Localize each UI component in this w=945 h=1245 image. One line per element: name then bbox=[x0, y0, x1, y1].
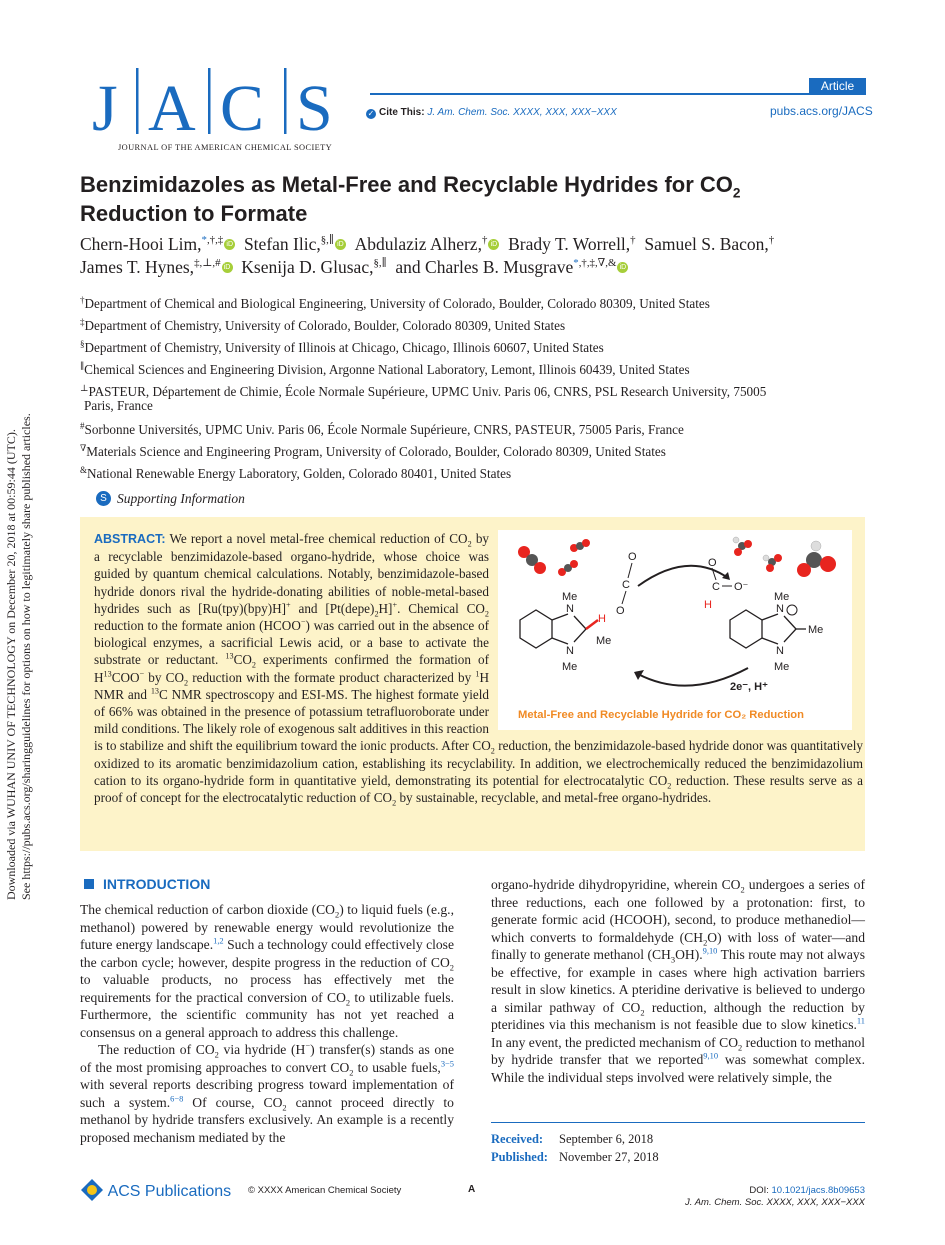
supporting-info-link[interactable]: Supporting Information bbox=[117, 491, 245, 506]
author[interactable]: and Charles B. Musgrave*,†,‡,∇,& iD bbox=[395, 257, 628, 277]
affiliation: §Department of Chemistry, University of Illinois at Chicago, Chicago, Illinois 60607, United States bbox=[80, 339, 604, 355]
orcid-icon[interactable]: iD bbox=[222, 262, 233, 273]
section-bullet-icon bbox=[84, 879, 94, 889]
author[interactable]: Ksenija D. Glusac,§,∥ bbox=[241, 257, 387, 277]
abstract-label: ABSTRACT: bbox=[94, 532, 166, 546]
author[interactable]: Stefan Ilic,§,∥ iD bbox=[244, 234, 346, 254]
download-sidebar bbox=[4, 413, 34, 900]
logo-letter-j: J bbox=[92, 72, 118, 145]
svg-text:Me: Me bbox=[562, 591, 578, 603]
doi-link[interactable]: 10.1021/jacs.8b09653 bbox=[771, 1185, 865, 1196]
svg-text:Me: Me bbox=[596, 635, 612, 647]
svg-text:O: O bbox=[628, 551, 637, 563]
article-title bbox=[80, 170, 870, 228]
logo-letter-a: A bbox=[148, 72, 196, 145]
svg-text:N: N bbox=[566, 603, 574, 615]
supporting-info-icon: S bbox=[96, 491, 111, 506]
logo-letter-s: S bbox=[296, 72, 333, 145]
svg-text:N: N bbox=[566, 645, 574, 657]
svg-text:Me: Me bbox=[774, 591, 790, 603]
acs-logo-icon bbox=[80, 1178, 104, 1202]
author[interactable]: Samuel S. Bacon,† bbox=[644, 234, 775, 254]
footer-journal-ref: J. Am. Chem. Soc. XXXX, XXX, XXX−XXX bbox=[685, 1197, 865, 1208]
journal-name: JOURNAL OF THE AMERICAN CHEMICAL SOCIETY bbox=[118, 143, 333, 152]
orcid-icon[interactable]: iD bbox=[617, 262, 628, 273]
svg-text:Me: Me bbox=[774, 661, 790, 673]
author[interactable]: Brady T. Worrell,† bbox=[508, 234, 636, 254]
affiliation: ‡Department of Chemistry, University of Colorado, Boulder, Colorado 80309, United States bbox=[80, 317, 566, 333]
affiliation: ∥Chemical Sciences and Engineering Division, Argonne National Laboratory, Lemont, Illinois 60439, United States bbox=[80, 361, 690, 377]
author[interactable]: Abdulaziz Alherz,† iD bbox=[355, 234, 500, 254]
svg-text:Me: Me bbox=[562, 661, 578, 673]
author[interactable]: Chern-Hooi Lim,*,†,‡ iD bbox=[80, 234, 235, 254]
svg-text:O: O bbox=[708, 557, 717, 569]
cite-this[interactable] bbox=[366, 107, 617, 119]
affiliation: ∇Materials Science and Engineering Program, University of Colorado, Boulder, Colorado 80309, United States bbox=[80, 443, 666, 459]
svg-text:N: N bbox=[776, 603, 784, 615]
svg-text:Me: Me bbox=[808, 624, 824, 636]
orcid-icon[interactable]: iD bbox=[488, 239, 499, 250]
sidebar-line1: Downloaded via WUHAN UNIV OF TECHNOLOGY on December 20, 2018 at 00:59:44 (UTC). bbox=[4, 429, 18, 900]
cite-icon: ✓ bbox=[367, 109, 375, 118]
affiliation-continued: Paris, France bbox=[84, 398, 153, 413]
footer-doi: DOI: 10.1021/jacs.8b09653 J. Am. Chem. Soc. XXXX, XXX, XXX−XXX bbox=[685, 1185, 865, 1208]
svg-text:O: O bbox=[616, 605, 625, 617]
cite-reference: J. Am. Chem. Soc. XXXX, XXX, XXX−XXX bbox=[427, 107, 617, 118]
title-line1: Benzimidazoles as Metal-Free and Recyclable Hydrides for CO bbox=[80, 172, 733, 197]
svg-text:O⁻: O⁻ bbox=[734, 581, 749, 593]
abstract-text: ABSTRACT: We report a novel metal-free chemical reduction of $CO_2$ by a recyclable benzimidazole-based organo-hydride, whose choice was guided by quantum chemical calculations. Notably, benzimidazole-based hydride donors rival the hydride-donating abilities of noble-metal-based hydrides such as [Ru(tpy)(bpy)H]+ and $[Pt(depe)_2H]^+$. Chemical $CO_2$ reduction to the formate anion (HCOO−) was carried out in the absence of biological enzymes, a sacrificial Lewis acid, or a base to activate the substrate or reductant. $^{13}CO_2$ experiments confirmed the formation of $H^{13}COO^-$ by $CO_2$ reduction with the formate product characterized by $^1$H NMR and $^{13}$C NMR spectroscopy and ESI-MS. The highest formate yield of 66% was obtained in the presence of potassium tetrafluoroborate under mild conditions. The likely role of exogenous salt additives in this reaction is to stabilize and shift the equilibrium toward the ionic products. After $CO_2$ reduction, the benzimidazole-based hydride donor was quantitatively oxidized to its aromatic benzimidazolium cation, establishing its recyclability. In addition, we electrochemically reduced the benzimidazolium cation to its organo-hydride form in quantitative yield, demonstrating its potential for electrocatalytic $CO_2$ reduction. These results serve as a proof of concept for the electrocatalytic reduction of $CO_2$ by sustainable, recyclable, and metal-free organo-hydrides. bbox=[94, 531, 863, 808]
sidebar-line2: See https://pubs.acs.org/sharingguidelines for options on how to legitimately share published articles. bbox=[19, 413, 33, 900]
article-type-tag: Article bbox=[809, 78, 866, 94]
page-number: A bbox=[468, 1184, 476, 1195]
section-heading-introduction: INTRODUCTION bbox=[84, 876, 210, 892]
jacs-logo bbox=[88, 62, 363, 157]
cite-label: Cite This: bbox=[379, 107, 425, 118]
orcid-icon[interactable]: iD bbox=[224, 239, 235, 250]
svg-text:N: N bbox=[776, 645, 784, 657]
author[interactable]: James T. Hynes,‡,⊥,# iD bbox=[80, 257, 233, 277]
header-rule bbox=[370, 93, 866, 95]
affiliation: †Department of Chemical and Biological Engineering, University of Colorado, Boulder, Colorado 80309, United States bbox=[80, 295, 710, 311]
affiliation: #Sorbonne Universités, UPMC Univ. Paris 06, École Normale Supérieure, CNRS, PASTEUR, 75005 Paris, France bbox=[80, 421, 684, 437]
svg-text:H: H bbox=[598, 613, 606, 625]
electron-label: 2e⁻, H⁺ bbox=[730, 681, 768, 693]
intro-column-left: The chemical reduction of carbon dioxide $(CO_2)$ to liquid fuels (e.g., methanol) powered by renewable energy would revolutionize the future energy landscape.$^{1,2}$ Such a technology could effectively close the carbon cycle; however, despite progress in the reduction of $CO_2$ to valuable products, no process has effectively met the requirements for the practical conversion of $CO_2$ to utilizable fuels. Furthermore, the scientific community has not yet reached a consensus on a general approach to address this challenge. The reduction of $CO_2$ via hydride (H−) transfer(s) stands as one of the most promising approaches to convert $CO_2$ to usable fuels,$^{3-5}$ with several reports describing progress toward implementation of such a system.$^{6-8}$ Of course, $CO_2$ cannot proceed directly to methanol by hydride transfers exclusively. An example is a recently proposed mechanism mediated by the bbox=[80, 902, 455, 1145]
affiliation: ⊥PASTEUR, Département de Chimie, École Normale Supérieure, UPMC Univ. Paris 06, CNRS, PSL Research University, 75005 bbox=[80, 383, 767, 399]
intro-column-right: organo-hydride dihydropyridine, wherein $CO_2$ undergoes a series of three reductions, each one followed by a protonation: first, to generate formic acid (HCOOH), second, to produce methanediol—which converts to formaldehyde $(CH_2O)$ with loss of water—and finally to generate methanol $(CH_3OH).^{9,10}$ This route may not always be effective, for example in cases where high activation barriers result in slow kinetics. A pteridine derivative is believed to undergo a similar pathway of $CO_2$ reduction, although the reduction by pteridines via this mechanism is not feasible due to slow kinetics.$^{11}$ In any event, the predicted mechanism of $CO_2$ reduction to methanol by hydride transfer that we reported$^{9,10}$ was somewhat complex. While the individual steps involved were relatively simple, the bbox=[491, 877, 865, 1085]
orcid-icon[interactable]: iD bbox=[335, 239, 346, 250]
svg-text:C: C bbox=[712, 581, 720, 593]
published-date: Published: November 27, 2018 bbox=[491, 1150, 659, 1164]
logo-letter-c: C bbox=[220, 72, 265, 145]
title-line2: Reduction to Formate bbox=[80, 201, 308, 226]
received-divider bbox=[491, 1122, 865, 1123]
affiliation: &National Renewable Energy Laboratory, Golden, Colorado 80401, United States bbox=[80, 465, 512, 481]
copyright: © XXXX American Chemical Society bbox=[248, 1185, 402, 1196]
svg-text:C: C bbox=[622, 579, 630, 591]
toc-caption: Metal-Free and Recyclable Hydride for CO₂ Reduction bbox=[518, 709, 804, 721]
journal-url-link[interactable]: pubs.acs.org/JACS bbox=[770, 104, 873, 118]
svg-text:H: H bbox=[704, 599, 712, 611]
title-subscript: 2 bbox=[732, 185, 741, 201]
received-date: Received: September 6, 2018 bbox=[491, 1132, 654, 1146]
author-list bbox=[80, 233, 870, 279]
acs-publications-logo[interactable]: ACS Publications bbox=[80, 1178, 231, 1202]
